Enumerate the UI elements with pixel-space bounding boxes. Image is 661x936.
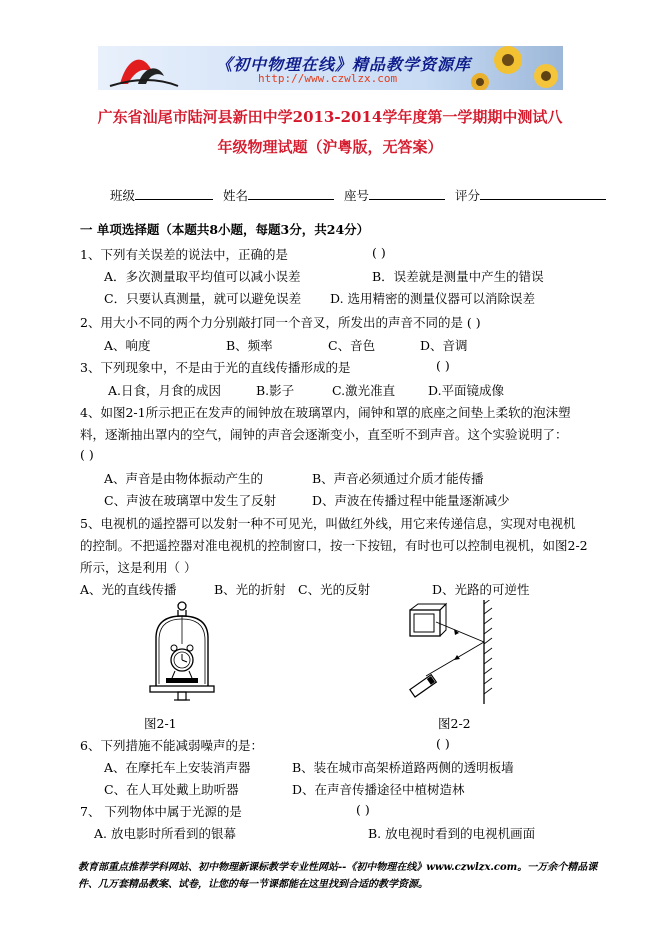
document-title-line2: 年级物理试题（沪粤版，无答案）	[217, 138, 443, 156]
question-7-stem: 7、 下列物体中属于光源的是	[80, 804, 242, 819]
question-4-stem-line1: 4、如图2-1所示把正在发声的闹钟放在玻璃罩内，闹钟和罩的底座之间垫上柔软的泡沫塑	[80, 405, 571, 420]
question-5-stem-line2: 的控制。不把遥控器对准电视机的控制窗口，按一下按钮，有时也可以控制电视机，如图2-2	[80, 538, 588, 553]
question-5-option-a: A、光的直线传播	[80, 582, 177, 597]
question-7-option-a: A. 放电影时所看到的银幕	[94, 826, 236, 841]
figure-2-1-caption: 图2-1	[144, 716, 177, 731]
question-6-paren: ( )	[436, 736, 450, 751]
figure-2-2-caption: 图2-2	[438, 716, 471, 731]
question-4-option-b: B、声音必须通过介质才能传播	[312, 471, 484, 486]
question-2-stem: 2、用大小不同的两个力分别敲打同一个音叉，所发出的声音不同的是 ( )	[80, 315, 481, 330]
question-5-option-c: C、光的反射	[298, 582, 371, 597]
score-blank[interactable]	[480, 187, 606, 200]
question-4-stem-line2: 料，逐渐抽出罩内的空气，闹钟的声音会逐渐变小，直至听不到声音。这个实验说明了：	[80, 427, 568, 442]
question-6-option-a: A、在摩托车上安装消声器	[104, 760, 251, 775]
question-5-stem-line3: 所示，这是利用（ ）	[80, 560, 197, 575]
question-3-option-c: C.激光准直	[332, 383, 396, 398]
class-blank[interactable]	[135, 187, 213, 200]
question-3-stem: 3、下列现象中，不是由于光的直线传播形成的是	[80, 360, 351, 375]
tv-remote-figure	[404, 600, 496, 704]
question-1-option-a: A．多次测量取平均值可以减小误差	[104, 269, 301, 284]
footer-line1: 教育部重点推荐学科网站、初中物理新课标教学专业性网站--《初中物理在线》www.czwlzx.com。一万余个精品课	[78, 862, 598, 873]
footer-line2: 件、几万套精品教案、试卷，让您的每一节课都能在这里找到合适的教学资源。	[78, 879, 428, 890]
document-title-line1: 广东省汕尾市陆河县新田中学2013-2014学年度第一学期期中测试八	[97, 108, 563, 126]
name-blank[interactable]	[248, 187, 334, 200]
banner-title: 《初中物理在线》精品教学资源库	[216, 55, 472, 74]
question-6-option-c: C、在人耳处戴上助听器	[104, 782, 239, 797]
name-label: 姓名	[223, 188, 249, 203]
question-2-option-a: A、响度	[104, 338, 151, 353]
section-heading: 一 单项选择题（本题共8小题，每题3分，共24分）	[80, 222, 370, 237]
question-4-option-d: D、声波在传播过程中能量逐渐减少	[312, 493, 510, 508]
class-label: 班级	[110, 188, 136, 203]
question-1-option-b: B．误差就是测量中产生的错误	[372, 269, 544, 284]
bell-jar-figure	[144, 600, 220, 708]
question-3-paren: ( )	[436, 358, 450, 373]
question-1-paren: ( )	[372, 245, 386, 260]
question-7-option-b: B. 放电视时看到的电视机画面	[368, 826, 536, 841]
question-6-option-b: B、装在城市高架桥道路两侧的透明板墙	[292, 760, 514, 775]
question-5-option-d: D、光路的可逆性	[432, 582, 530, 597]
question-2-option-d: D、音调	[420, 338, 468, 353]
question-1-option-c: C．只要认真测量，就可以避免误差	[104, 291, 302, 306]
question-2-option-c: C、音色	[328, 338, 376, 353]
student-info-row	[110, 186, 606, 204]
question-4-stem-line3: ( )	[80, 447, 94, 462]
question-6-option-d: D、在声音传播途径中植树造林	[292, 782, 465, 797]
question-7-paren: ( )	[356, 802, 370, 817]
question-3-option-a: A.日食，月食的成因	[108, 383, 222, 398]
question-6-stem: 6、下列措施不能减弱噪声的是：	[80, 738, 263, 753]
question-3-option-b: B.影子	[256, 383, 295, 398]
banner-url[interactable]: http://www.czwlzx.com	[258, 72, 398, 85]
seat-label: 座号	[344, 188, 370, 203]
question-1-option-d: D. 选用精密的测量仪器可以消除误差	[330, 291, 536, 306]
question-1-stem: 1、下列有关误差的说法中，正确的是	[80, 247, 288, 262]
seat-blank[interactable]	[369, 187, 445, 200]
question-5-stem-line1: 5、电视机的遥控器可以发射一种不可见光，叫做红外线，用它来传递信息，实现对电视机	[80, 516, 576, 531]
score-label: 评分	[455, 188, 481, 203]
question-3-option-d: D.平面镜成像	[428, 383, 505, 398]
header-banner	[98, 46, 563, 90]
question-2-option-b: B、频率	[226, 338, 273, 353]
question-4-option-a: A、声音是由物体振动产生的	[104, 471, 264, 486]
question-5-option-b: B、光的折射	[214, 582, 286, 597]
question-4-option-c: C、声波在玻璃罩中发生了反射	[104, 493, 277, 508]
